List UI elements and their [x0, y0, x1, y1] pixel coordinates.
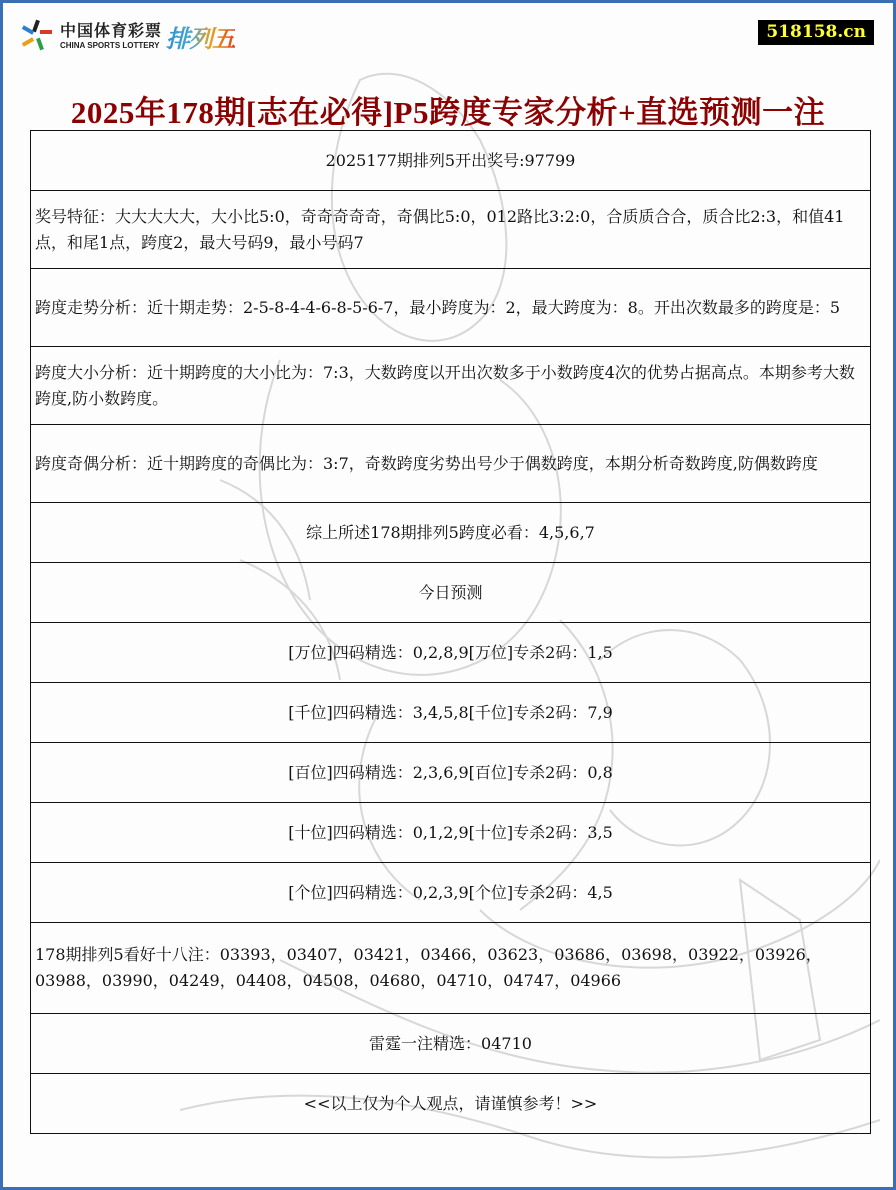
page-title: 2025年178期[志在必得]P5跨度专家分析+直选预测一注 [70, 94, 826, 130]
span-summary: 综上所述178期排列5跨度必看：4,5,6,7 [31, 503, 871, 563]
logo-text [60, 20, 163, 50]
table-row [31, 683, 871, 743]
span-size-analysis: 跨度大小分析：近十期跨度的大小比为：7:3，大数跨度以开出次数多于小数跨度4次的优势占据高点。本期参考大数跨度,防小数跨度。 [31, 347, 871, 425]
table-row [31, 803, 871, 863]
today-prediction-heading: 今日预测 [31, 563, 871, 623]
position-pick-bai: [百位]四码精选：2,3,6,9[百位]专杀2码：0,8 [31, 743, 871, 803]
span-trend-analysis: 跨度走势分析：近十期走势：2-5-8-4-4-6-8-5-6-7，最小跨度为：2，最大跨度为：8。开出次数最多的跨度是：5 [31, 269, 871, 347]
logo-brand: 排列五 [166, 19, 235, 54]
eighteen-picks: 178期排列5看好十八注：03393，03407，03421，03466，03623，03686，03698，03922，03926，03988，03990，04249，04408，04508，04680，04710，04747，04966 [31, 923, 871, 1014]
table-row [31, 131, 871, 191]
position-pick-wan: [万位]四码精选：0,2,8,9[万位]专杀2码：1,5 [31, 623, 871, 683]
analysis-table [30, 130, 871, 1134]
table-row [31, 347, 871, 425]
table-row [31, 563, 871, 623]
prev-draw-result: 2025177期排列5开出奖号:97799 [31, 131, 871, 191]
table-row [31, 191, 871, 269]
china-sports-lottery-logo-icon [18, 18, 54, 54]
table-row [31, 425, 871, 503]
position-pick-shi: [十位]四码精选：0,1,2,9[十位]专杀2码：3,5 [31, 803, 871, 863]
header-logo [18, 16, 235, 56]
table-row [31, 1074, 871, 1134]
table-row [31, 623, 871, 683]
logo-cn: 中国体育彩票 [60, 20, 163, 40]
table-row [31, 923, 871, 1014]
single-pick: 雷霆一注精选：04710 [31, 1014, 871, 1074]
table-row [31, 863, 871, 923]
position-pick-qian: [千位]四码精选：3,4,5,8[千位]专杀2码：7,9 [31, 683, 871, 743]
table-row [31, 1014, 871, 1074]
table-row [31, 503, 871, 563]
draw-features: 奖号特征：大大大大大，大小比5:0，奇奇奇奇奇，奇偶比5:0，012路比3:2:0，合质质合合，质合比2:3，和值41点，和尾1点，跨度2，最大号码9，最小号码7 [31, 191, 871, 269]
table-row [31, 269, 871, 347]
disclaimer: <<以上仅为个人观点，请谨慎参考！>> [31, 1074, 871, 1134]
logo-en: CHINA SPORTS LOTTERY [60, 40, 160, 50]
span-parity-analysis: 跨度奇偶分析：近十期跨度的奇偶比为：3:7，奇数跨度劣势出号少于偶数跨度，本期分析奇数跨度,防偶数跨度 [31, 425, 871, 503]
position-pick-ge: [个位]四码精选：0,2,3,9[个位]专杀2码：4,5 [31, 863, 871, 923]
site-badge[interactable]: 518158.cn [758, 20, 874, 45]
table-row [31, 743, 871, 803]
